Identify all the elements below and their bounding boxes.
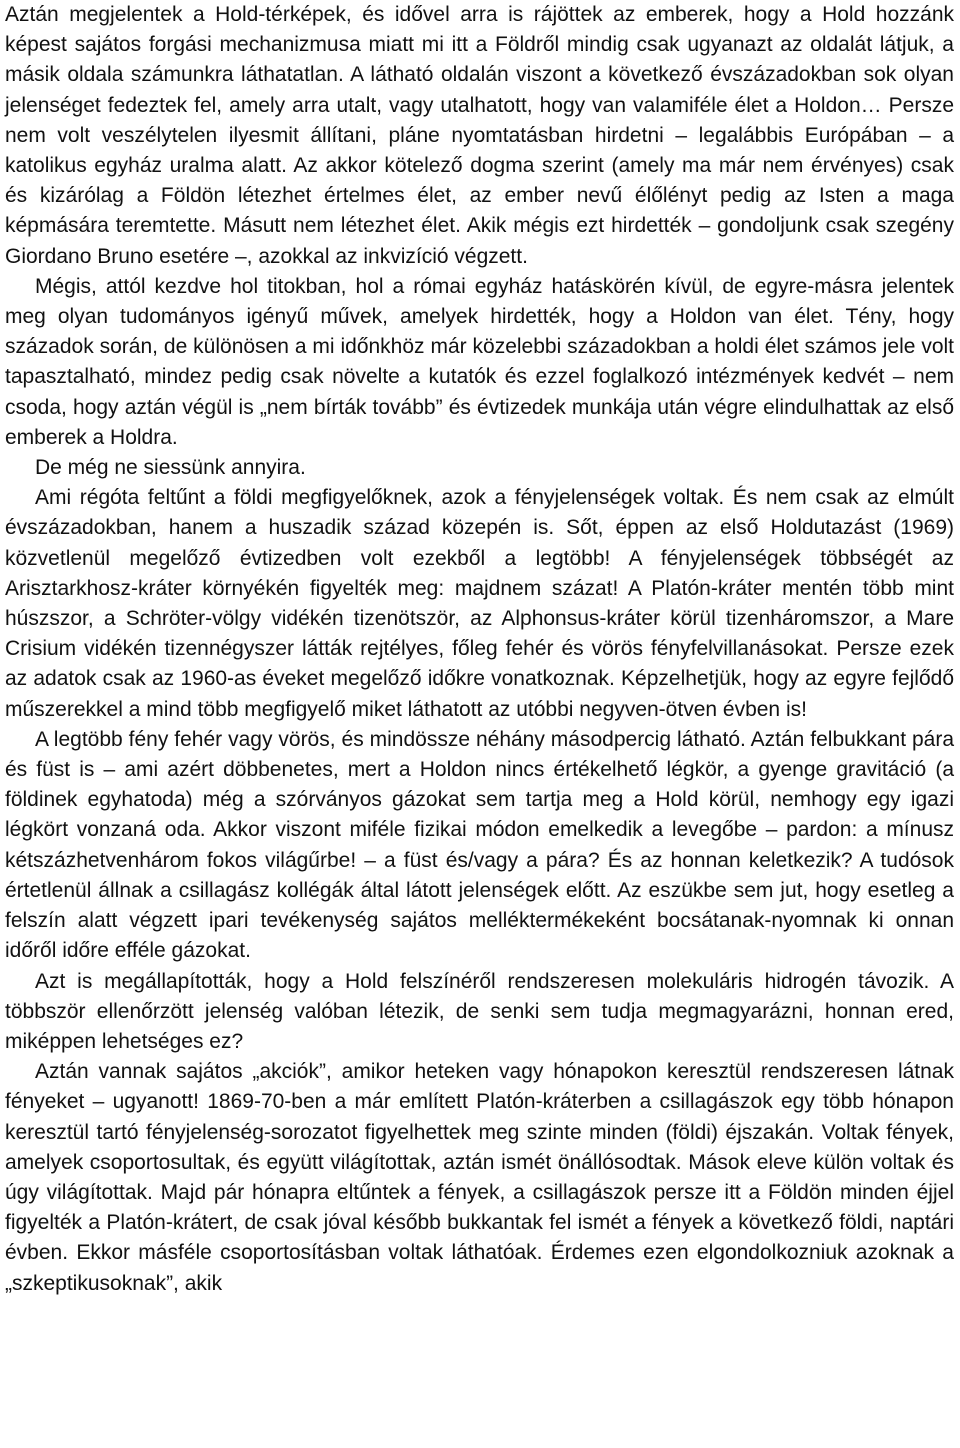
paragraph-de-meg: De még ne siessünk annyira. — [35, 456, 306, 480]
paragraph-megis: Mégis, attól kezdve hol titokban, hol a római egyház hatáskörén kívül, de egyre-másra jelentek meg olyan tudományos igényű művek, amelyek hirdették, hogy a Holdon van élet. Tény, hogy századok során, de különösen a mi időnkhöz már közelebbi századokban a holdi élet számos jele volt tapasztalható, mindez pedig csak növelte a kutatók és ezzel foglalkozó intézmények kedvét – nem csoda, hogy aztán végül is „nem bírták tovább” és évtizedek munkája után végre elindulhattak az első emberek a Holdra. — [5, 274, 954, 449]
paragraph-hold-terkepek: Aztán megjelentek a Hold-térképek, és idővel arra is rájöttek az emberek, hogy a Hold hozzánk képest sajátos forgási mechanizmusa miatt mi itt a Földről mindig csak ugyanazt az oldalát látjuk, a másik oldala számunkra láthatatlan. A látható oldalán viszont a következő évszázadokban sok olyan jelenséget fedeztek fel, amely arra utalt, vagy utalhatott, hogy van valamiféle élet a Holdon… Persze nem volt veszélytelen ilyesmit állítani, pláne nyomtatásban hirdetni – legalábbis Európában – a katolikus egyház uralma alatt. Az akkor kötelező dogma szerint (amely ma már nem érvényes) csak és kizárólag a Földön létezhet értelmes élet, az ember nevű élőlényt pedig az Isten a maga képmására teremtette. Másutt nem létezhet élet. Akik mégis ezt hirdették – gondoljunk csak szegény Giordano Bruno esetére –, azokkal az inkvizíció végzett. — [5, 3, 954, 268]
paragraph-fenyjelensegek: Ami régóta feltűnt a földi megfigyelőknek, azok a fényjelenségek voltak. És nem csak az elmúlt évszázadokban, hanem a huszadik század közepén is. Sőt, éppen az első Holdutazást (1969) közvetlenül megelőző évtizedben volt ezekből a legtöbb! A fényjelenségek többségét az Arisztarkhosz-kráter környékén figyelték meg: majdnem százat! A Platón-kráter mentén több mint húszszor, a Schröter-völgy vidékén tizenötször, az Alphonsus-kráter körül tizenháromszor, a Mare Crisium vidékén tizennégyszer látták rejtélyes, főleg fehér és vörös fényfelvillanásokat. Persze ezek az adatok csak az 1960-as éveket megelőző időkre vonatkoznak. Képzelhetjük, hogy az egyre fejlődő műszerekkel a mind több megfigyelő miket láthatott az utóbbi negyven-ötven évben is! — [5, 486, 954, 721]
paragraph-legtobb-feny: A legtöbb fény fehér vagy vörös, és mindössze néhány másodpercig látható. Aztán felbukkant pára és füst is – ami azért döbbenetes, mert a Holdon nincs értékelhető légkör, a gyenge gravitáció (a földinek egyhatoda) még a szórványos gázokat sem tartja meg a Hold körül, nemhogy egy igazi légkört vonzaná oda. Akkor viszont miféle fizikai módon emelkedik a levegőbe – pardon: a mínusz kétszázhetvenhárom fokos világűrbe! – a füst és/vagy a pára? És az honnan keletkezik? A tudósok értetlenül állnak a csillagász kollégák által látott jelenségek előtt. Az eszükbe sem jut, hogy esetleg a felszín alatt végzett ipari tevékenység sajátos melléktermékeként bocsátanak-nyomnak ki onnan időről időre efféle gázokat. — [5, 727, 954, 963]
paragraph-hidrogen: Azt is megállapították, hogy a Hold felszínéről rendszeresen molekuláris hidrogén távozik. A többször ellenőrzött jelenség valóban létezik, de senki sem tudja megmagyarázni, honnan ered, miképpen lehetséges ez? — [5, 969, 954, 1053]
paragraph-akciok: Aztán vannak sajátos „akciók”, amikor heteken vagy hónapokon keresztül rendszeresen látnak fényeket – ugyanott! 1869-70-ben a már említett Platón-kráterben a csillagászok egy több hónapon keresztül tartó fényjelenség-sorozatot figyelhettek meg szinte minden (földi) éjszakán. Voltak fények, amelyek csoportosultak, és együtt világítottak, aztán ismét önállósodtak. Mások eleve külön voltak és úgy világítottak. Majd pár hónapra eltűntek a fények, a csillagászok persze itt a Földön minden éjjel figyelték a Platón-krátert, de csak jóval később bukkantak fel ismét a fények a következő földi, naptári évben. Ekkor másféle csoportosításban voltak láthatóak. Érdemes ezen elgondolkozniuk azoknak a „szkeptikusoknak”, akik — [5, 1060, 954, 1295]
